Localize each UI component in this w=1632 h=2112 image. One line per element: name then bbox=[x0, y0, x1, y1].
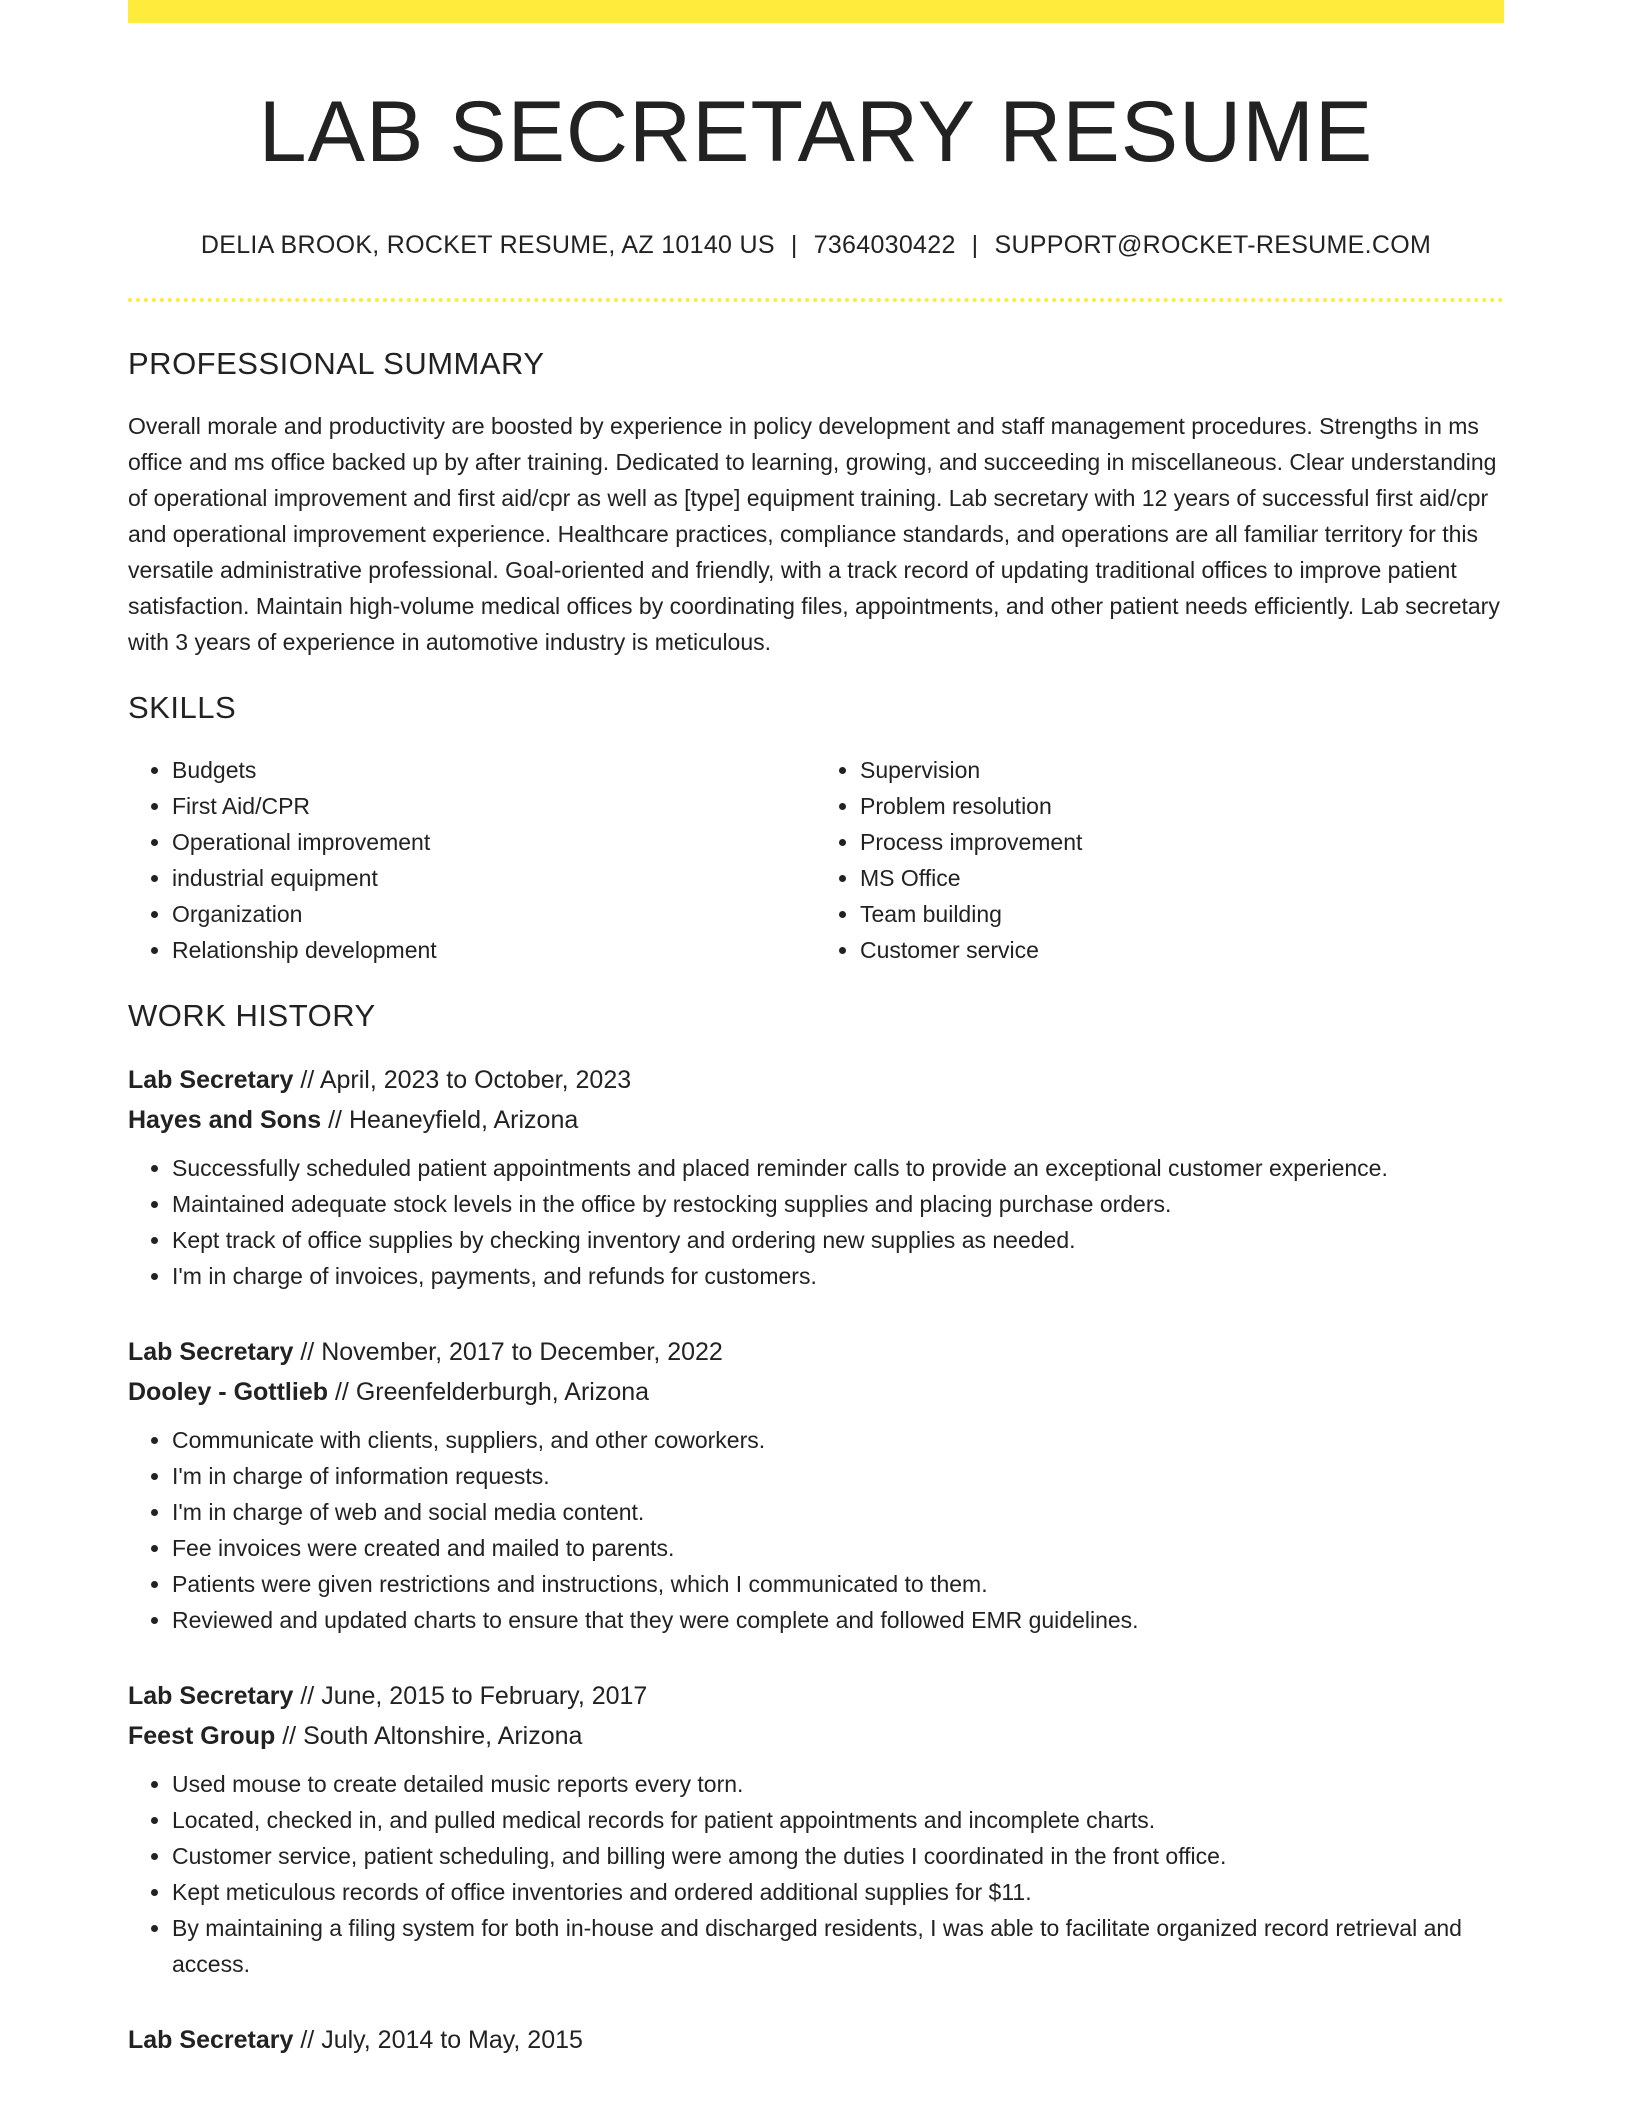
contact-address: DELIA BROOK, ROCKET RESUME, AZ 10140 US bbox=[200, 231, 775, 260]
job-dates: June, 2015 to February, 2017 bbox=[321, 1682, 648, 1711]
skill-item: • Team building bbox=[860, 896, 1504, 932]
job-bullets bbox=[128, 1766, 1504, 1982]
job-company: Hayes and Sons bbox=[128, 1106, 322, 1135]
job-company-line bbox=[128, 1716, 1504, 1756]
skill-item: • Process improvement bbox=[860, 824, 1504, 860]
skill-item: • Relationship development bbox=[172, 932, 816, 968]
skill-item: • First Aid/CPR bbox=[172, 788, 816, 824]
job-bullet: • Reviewed and updated charts to ensure that they were complete and followed EMR guidelines. bbox=[172, 1602, 1504, 1638]
accent-top-bar bbox=[128, 0, 1504, 23]
skill-item: • Budgets bbox=[172, 752, 816, 788]
job-bullet: • I'm in charge of information requests. bbox=[172, 1458, 1504, 1494]
job-separator: // bbox=[334, 1378, 349, 1407]
job-entry bbox=[128, 1332, 1504, 1638]
job-separator: // bbox=[282, 1722, 297, 1751]
contact-phone: 7364030422 bbox=[813, 231, 956, 260]
skill-item: • Supervision bbox=[860, 752, 1504, 788]
job-company: Dooley - Gottlieb bbox=[128, 1378, 328, 1407]
job-company-line bbox=[128, 1100, 1504, 1140]
job-bullet: • Maintained adequate stock levels in the office by restocking supplies and placing purchase orders. bbox=[172, 1186, 1504, 1222]
job-bullet: • Communicate with clients, suppliers, and other coworkers. bbox=[172, 1422, 1504, 1458]
job-bullet: • I'm in charge of web and social media content. bbox=[172, 1494, 1504, 1530]
job-title-line bbox=[128, 1332, 1504, 1372]
skill-item: • Customer service bbox=[860, 932, 1504, 968]
job-title: Lab Secretary bbox=[128, 1682, 294, 1711]
skill-item: • Operational improvement bbox=[172, 824, 816, 860]
job-bullets bbox=[128, 1422, 1504, 1638]
job-bullet: • Kept meticulous records of office inventories and ordered additional supplies for $11. bbox=[172, 1874, 1504, 1910]
job-dates: July, 2014 to May, 2015 bbox=[321, 2026, 583, 2055]
job-bullet: • Successfully scheduled patient appointments and placed reminder calls to provide an exceptional customer experience. bbox=[172, 1150, 1504, 1186]
contact-email: SUPPORT@ROCKET-RESUME.COM bbox=[994, 231, 1432, 260]
job-dates: April, 2023 to October, 2023 bbox=[319, 1066, 632, 1095]
resume-title: LAB SECRETARY RESUME bbox=[258, 84, 1374, 180]
skill-item: • Organization bbox=[172, 896, 816, 932]
job-title: Lab Secretary bbox=[128, 1066, 294, 1095]
summary-heading: PROFESSIONAL SUMMARY bbox=[128, 346, 545, 382]
job-title: Lab Secretary bbox=[128, 2026, 294, 2055]
job-entry bbox=[128, 1676, 1504, 1982]
resume-page bbox=[128, 0, 1504, 2060]
job-company-line bbox=[128, 1372, 1504, 1412]
skill-item: • MS Office bbox=[860, 860, 1504, 896]
contact-line bbox=[128, 231, 1504, 260]
job-bullet: • I'm in charge of invoices, payments, and refunds for customers. bbox=[172, 1258, 1504, 1294]
work-history-heading: WORK HISTORY bbox=[128, 998, 376, 1034]
dotted-divider bbox=[128, 298, 1504, 302]
summary-text: Overall morale and productivity are boosted by experience in policy development and staff management procedures. Strengths in ms office and ms office backed up by after training. Dedicated to learning, growing, and succeeding in miscellaneous. Clear understanding of operational improvement and first aid/cpr as well as [type] equipment training. Lab secretary with 12 years of successful first aid/cpr and operational improvement experience. Healthcare practices, compliance standards, and operations are all familiar territory for this versatile administrative professional. Goal-oriented and friendly, with a track record of updating traditional offices to improve patient satisfaction. Maintain high-volume medical offices by coordinating files, appointments, and other patient needs efficiently. Lab secretary with 3 years of experience in automotive industry is meticulous. bbox=[128, 413, 1500, 656]
job-location: Greenfelderburgh, Arizona bbox=[355, 1378, 650, 1407]
job-separator: // bbox=[300, 1682, 315, 1711]
job-bullet: • Kept track of office supplies by checking inventory and ordering new supplies as needed. bbox=[172, 1222, 1504, 1258]
job-title-line bbox=[128, 1676, 1504, 1716]
job-location: South Altonshire, Arizona bbox=[303, 1722, 583, 1751]
contact-separator: | bbox=[971, 231, 979, 260]
job-separator: // bbox=[328, 1106, 342, 1135]
job-bullet: • Used mouse to create detailed music reports every torn. bbox=[172, 1766, 1504, 1802]
job-bullets bbox=[128, 1150, 1504, 1294]
skills-column-left bbox=[128, 752, 816, 968]
job-dates: November, 2017 to December, 2022 bbox=[321, 1338, 723, 1367]
skills-list bbox=[128, 752, 1504, 968]
job-bullet: • Located, checked in, and pulled medical records for patient appointments and incomplete charts. bbox=[172, 1802, 1504, 1838]
job-title: Lab Secretary bbox=[128, 1338, 294, 1367]
job-separator: // bbox=[300, 1338, 315, 1367]
contact-separator: | bbox=[790, 231, 798, 260]
job-entry bbox=[128, 1060, 1504, 1294]
job-title-line bbox=[128, 1060, 1504, 1100]
job-bullet: • Patients were given restrictions and instructions, which I communicated to them. bbox=[172, 1566, 1504, 1602]
job-entry bbox=[128, 2020, 1504, 2060]
job-title-line bbox=[128, 2020, 1504, 2060]
skills-heading: SKILLS bbox=[128, 690, 237, 726]
skills-column-right bbox=[816, 752, 1504, 968]
job-company: Feest Group bbox=[128, 1722, 276, 1751]
job-separator: // bbox=[300, 1066, 315, 1095]
skill-item: • Problem resolution bbox=[860, 788, 1504, 824]
job-bullet: • By maintaining a filing system for both in-house and discharged residents, I was able to facilitate organized record retrieval and access. bbox=[172, 1910, 1504, 1982]
job-location: Heaneyfield, Arizona bbox=[348, 1106, 579, 1135]
job-bullet: • Fee invoices were created and mailed to parents. bbox=[172, 1530, 1504, 1566]
job-bullet: • Customer service, patient scheduling, and billing were among the duties I coordinated in the front office. bbox=[172, 1838, 1504, 1874]
skill-item: • industrial equipment bbox=[172, 860, 816, 896]
job-separator: // bbox=[300, 2026, 315, 2055]
